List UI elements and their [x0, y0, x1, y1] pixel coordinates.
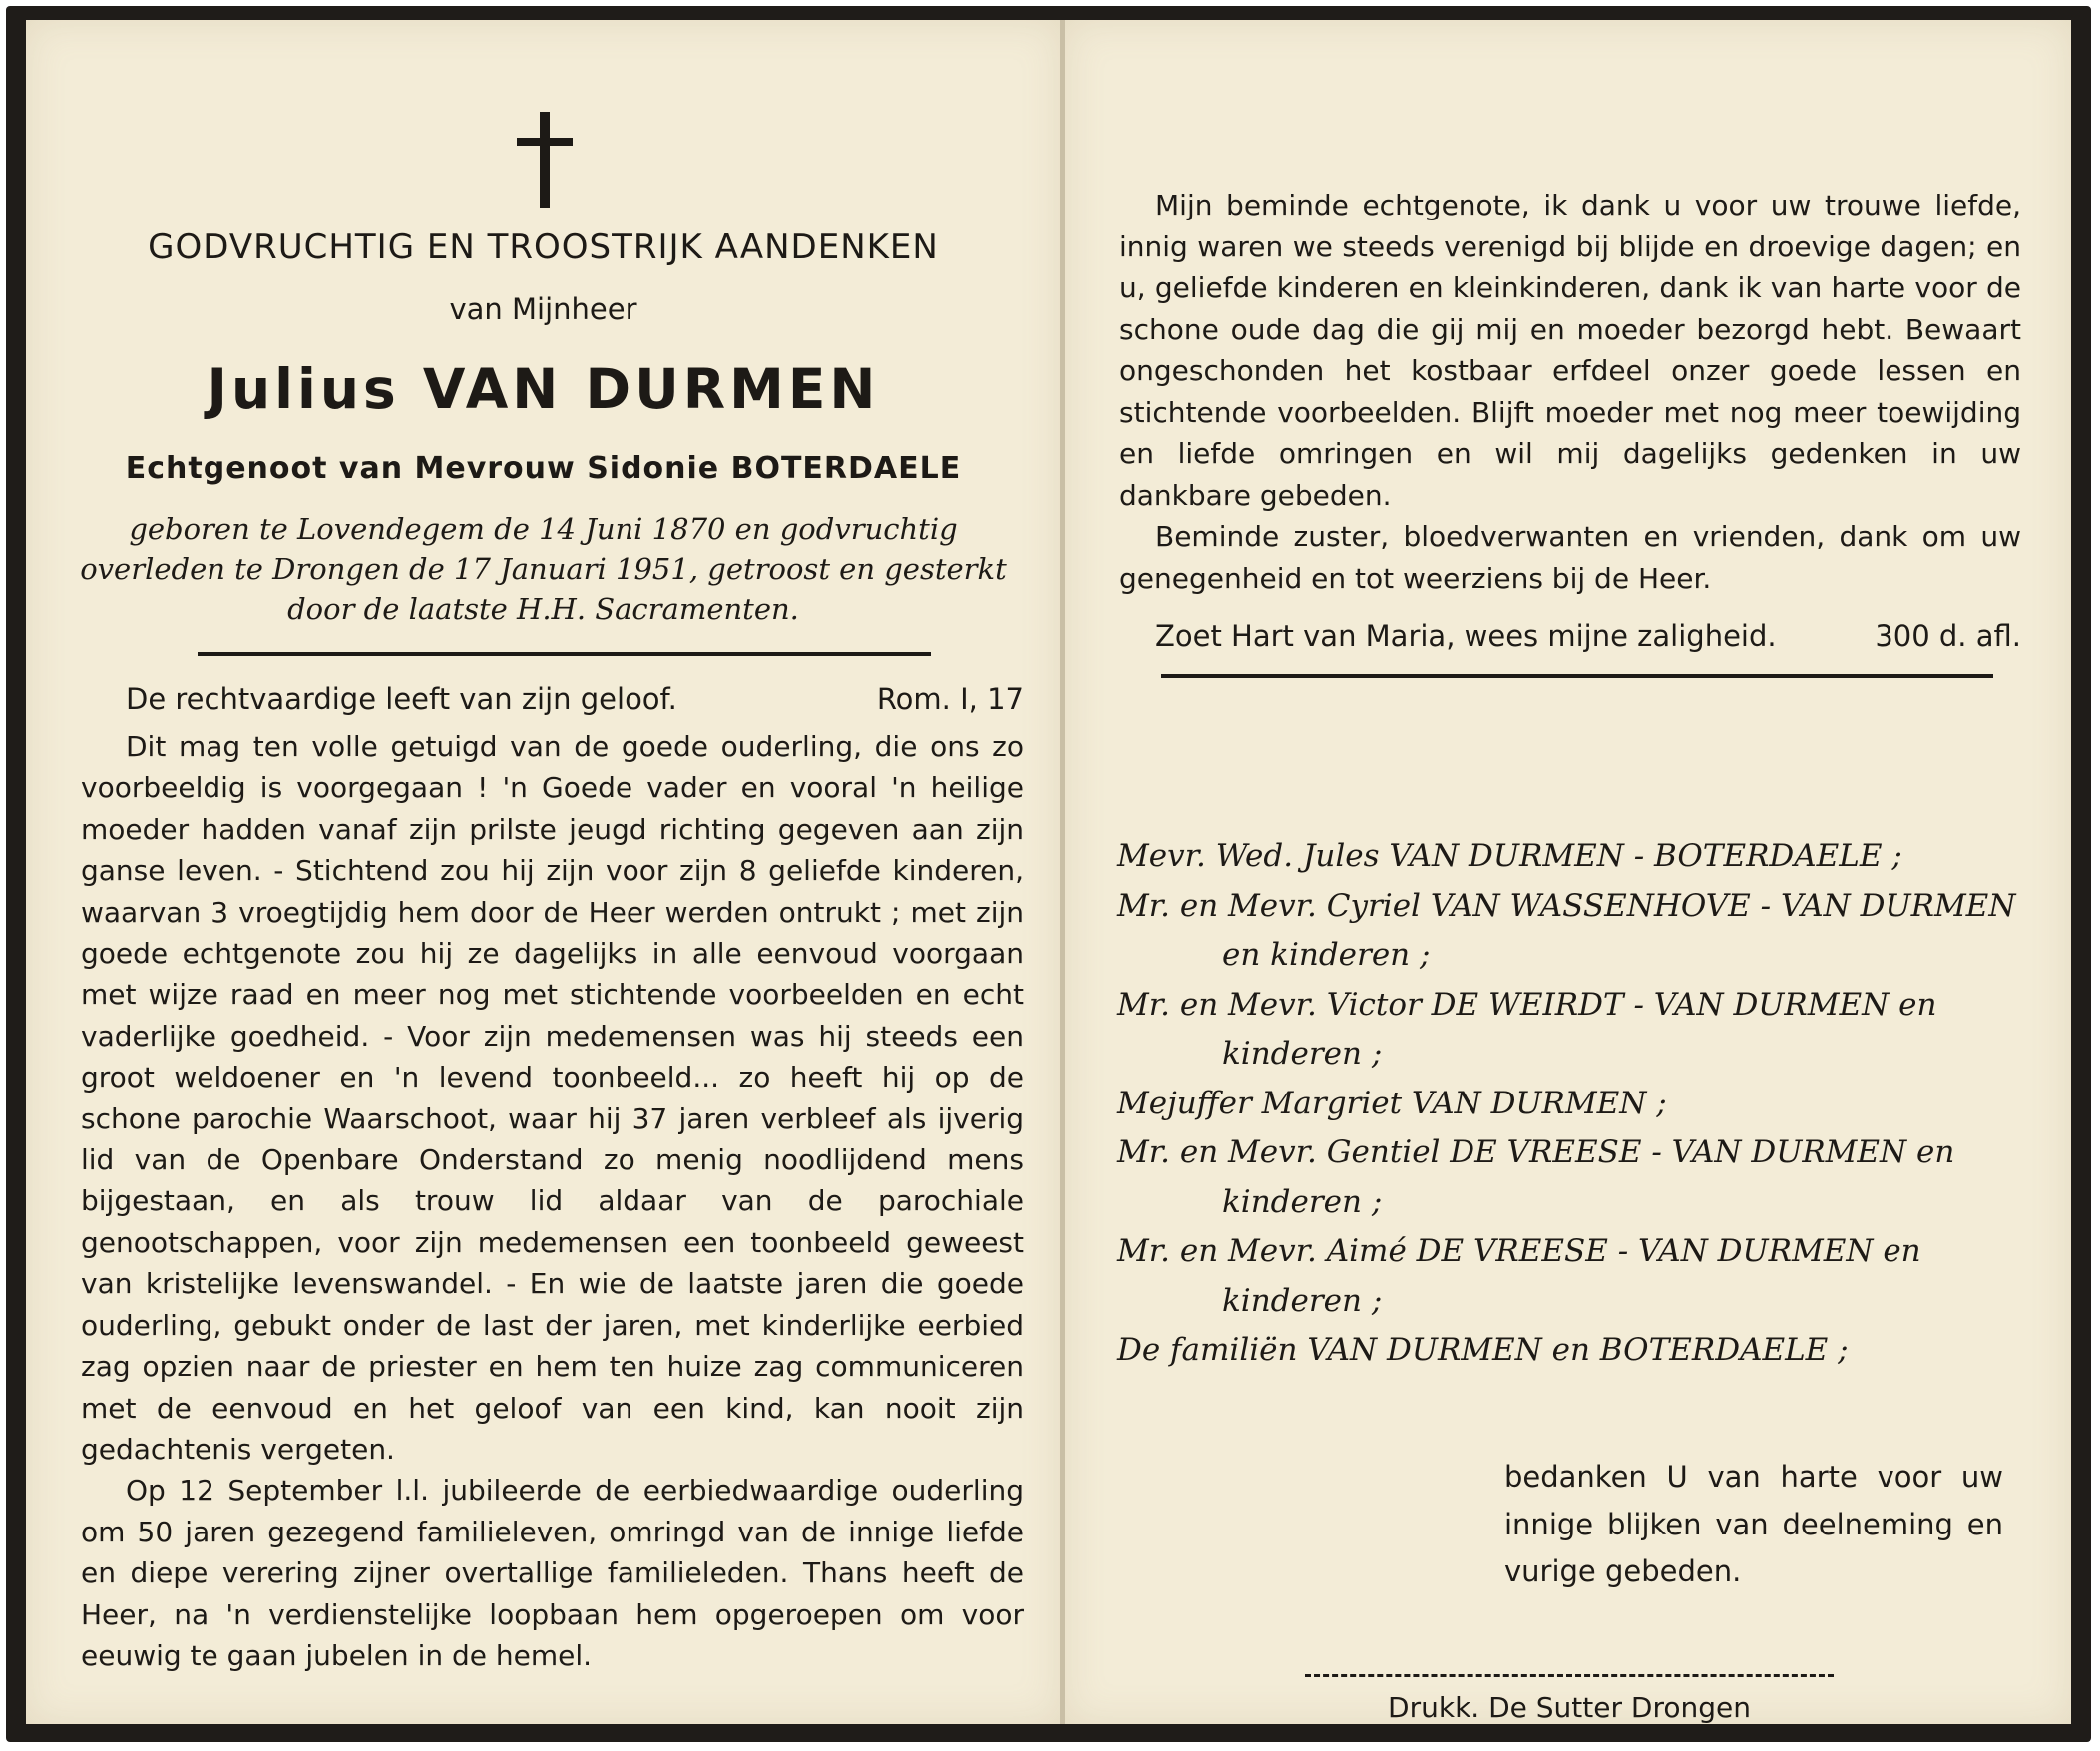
family-entry: Mr. en Mevr. Gentiel DE VREESE - VAN DURMEN en kinderen ; — [1117, 1134, 1955, 1220]
farewell-paragraph: Mijn beminde echtgenote, ik dank u voor uw trouwe liefde, innig waren we steeds verenigd bij blijde en droevige dagen; en u, geliefde kinderen en kleinkinderen, dank ik van harte voor de schone oude dag die gij mij en moeder bezorgd hebt. Bewaart ongeschonden het kostbaar erfdeel onzer goede lessen en stichtende voorbeelden. Blijft moeder met nog meer toewijding en liefde omringen en wil mij dagelijks gedenken in uw dankbare gebeden. — [1119, 189, 2021, 512]
family-entry: Mejuffer Margriet VAN DURMEN ; — [1117, 1085, 1667, 1121]
divider — [1161, 674, 1993, 678]
farewell-text — [1119, 185, 2021, 599]
prayer-line — [1155, 619, 2021, 653]
deceased-name: Julius VAN DURMEN — [207, 357, 880, 421]
family-entry: Mr. en Mevr. Cyriel VAN WASSENHOVE - VAN DURMEN en kinderen ; — [1117, 887, 2016, 973]
biography-paragraph: Dit mag ten volle getuigd van de goede ouderling, die ons zo voorbeeldig is voorgegaan ! 'n Goede vader en vooral 'n heilige moeder hadden vanaf zijn prilste jeugd richting gegeven aan zijn ganse leven. - Stichtend zou hij zijn voor zijn 8 geliefde kinderen, waarvan 3 vroegtijdig hem door de Heer werden ontrukt ; met zijn goede echtgenote zou hij ze dagelijks in alle eenvoud voorgaan met wijze raad en meer nog met stichtende voorbeelden en echt vaderlijke goedheid. - Voor zijn medemensen was hij steeds een groot weldoener en 'n levend toonbeeld... zo heeft hij op de schone parochie Waarschoot, waar hij 37 jaren verbleef als ijverig lid van de Openbare Onderstand zo menig noodlijdend mens bijgestaan, en als trouw lid aldaar van de parochiale genootschappen, voor zijn medemensen een toonbeeld geweest van kristelijke levenswandel. - En wie de laatste jaren die goede ouderling, gebukt onder de last der jaren, met kinderlijke eerbied zag opzien naar de priester en hem ten huize zag communiceren met de eenvoud en het geloof van een kind, kan nooit zijn gedachtenis vergeten. — [81, 730, 1024, 1466]
dashed-divider — [1305, 1674, 1834, 1677]
family-entry: Mevr. Wed. Jules VAN DURMEN - BOTERDAELE ; — [1117, 838, 1902, 874]
indulgence-note: 300 d. afl. — [1875, 619, 2021, 653]
prayer-text: Zoet Hart van Maria, wees mijne zaligheid. — [1155, 619, 1777, 653]
divider — [198, 652, 931, 656]
family-entry: Mr. en Mevr. Aimé DE VREESE - VAN DURMEN en kinderen ; — [1117, 1233, 1921, 1319]
quote-text: De rechtvaardige leeft van zijn geloof. — [126, 682, 677, 716]
family-entry: Mr. en Mevr. Victor DE WEIRDT - VAN DURMEN en kinderen ; — [1117, 986, 1937, 1072]
family-entry: De familiën VAN DURMEN en BOTERDAELE ; — [1117, 1332, 1849, 1368]
farewell-paragraph: Beminde zuster, bloedverwanten en vrienden, dank om uw genegenheid en tot weerziens bij de Heer. — [1119, 520, 2021, 595]
biography-text — [81, 726, 1024, 1676]
birth-death-details: geboren te Lovendegem de 14 Juni 1870 en godvruchtig overleden te Drongen de 17 Januari 1951, getroost en gesterkt door de laatste H.H. Sacramenten. — [80, 512, 1007, 626]
memorial-heading: GODVRUCHTIG EN TROOSTRIJK AANDENKEN — [148, 227, 939, 267]
left-page — [26, 20, 1060, 1724]
memorial-card — [6, 6, 2091, 1742]
spouse-line: Echtgenoot van Mevrouw Sidonie BOTERDAELE — [125, 451, 962, 486]
printer-imprint: Drukk. De Sutter Drongen — [1388, 1691, 1751, 1724]
biography-paragraph: Op 12 September l.l. jubileerde de eerbiedwaardige ouderling om 50 jaren gezegend familieleven, omringd van de innige liefde en diepe verering zijner overtallige familieleden. Thans heeft de Heer, na 'n verdienstelijke loopbaan hem opgeroepen om voor eeuwig te gaan jubelen in de hemel. — [81, 1474, 1024, 1672]
bible-quote — [126, 682, 1024, 716]
thanks-text: bedanken U van harte voor uw innige blijken van deelneming en vurige gebeden. — [1504, 1460, 2003, 1588]
cross-icon — [515, 112, 575, 208]
quote-reference: Rom. I, 17 — [876, 682, 1024, 716]
memorial-subheading: van Mijnheer — [449, 292, 637, 326]
right-page — [1065, 20, 2071, 1724]
family-list — [1117, 832, 2021, 1376]
